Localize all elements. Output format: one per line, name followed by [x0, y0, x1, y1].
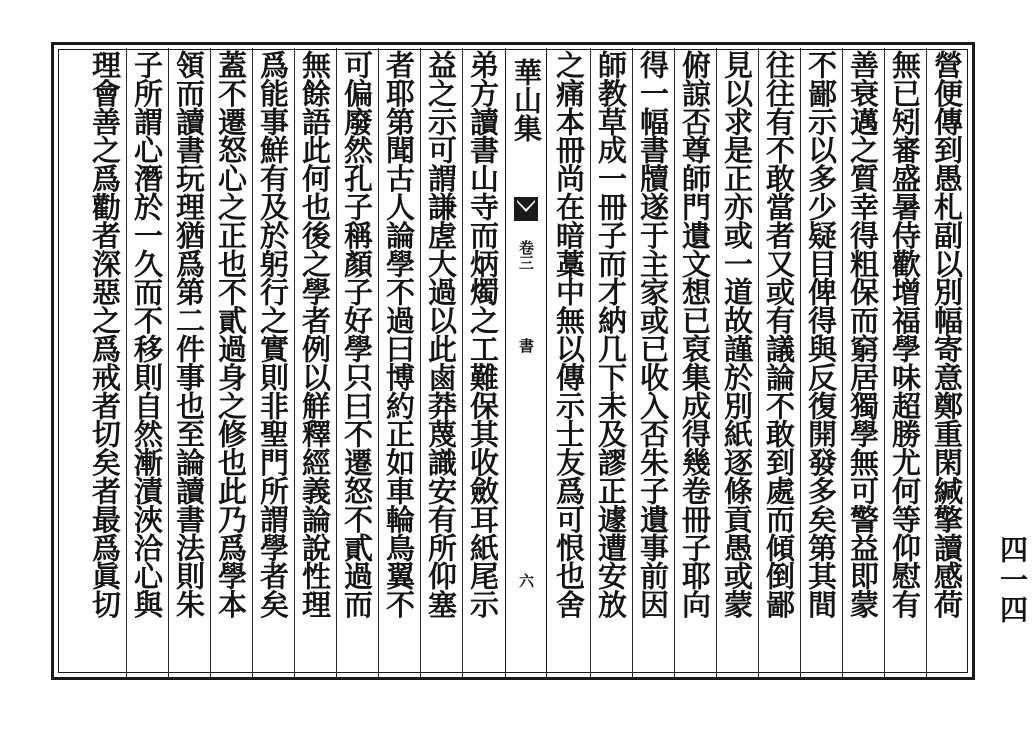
- text-column-l6: 爲能事鮮有及於躬行之實則非聖門所謂學者矣: [256, 50, 290, 619]
- text-column-l8: 領而讀書玩理猶爲第二件事也至論讀書法則朱: [172, 50, 206, 619]
- column-rule: [252, 48, 253, 678]
- column-rule: [716, 48, 717, 678]
- column-rule: [926, 48, 927, 678]
- column-rule: [168, 48, 169, 678]
- column-rule: [674, 48, 675, 678]
- text-column-r2: 無已矧審盛暑侍歡增福學味超勝尤何等仰慰有: [888, 50, 922, 619]
- text-column-l9: 子所謂心潛於一久而不移則自然漸漬浹洽心與: [130, 50, 164, 619]
- page-number: 四一四: [996, 535, 1029, 625]
- column-rule: [420, 48, 421, 678]
- column-rule: [336, 48, 337, 678]
- text-column-l5: 無餘語此何也後之學者例以觧釋經義論說性理: [298, 50, 332, 619]
- leaf-number: 六: [517, 573, 535, 588]
- text-column-l4: 可偏廢然孔子稱顏子好學只曰不遷怒不貳過而: [340, 50, 374, 619]
- section-label: 書: [517, 338, 535, 353]
- column-rule: [462, 48, 463, 678]
- column-rule: [294, 48, 295, 678]
- column-rule: [884, 48, 885, 678]
- column-rule: [126, 48, 127, 678]
- text-column-r5: 往往有不敢當者又或有議論不敢到處而傾倒鄙: [762, 50, 796, 619]
- text-column-l7: 蓋不遷怒心之正也不貳過身之修也此乃爲學本: [214, 50, 248, 619]
- text-column-r1: 營便傳到愚札副以別幅寄意鄭重閑緘擎讀感荷: [930, 50, 964, 619]
- column-rule: [590, 48, 591, 678]
- text-column-l3: 者耶第聞古人論學不過曰博約正如車輪鳥翼不: [382, 50, 416, 619]
- column-rule: [378, 48, 379, 678]
- fishtail-mark-icon: [513, 196, 539, 222]
- text-column-r10: 之痛本冊尚在暗藁中無以傳示士友爲可恨也舍: [552, 50, 586, 619]
- column-rule: [758, 48, 759, 678]
- text-column-r9: 師教草成一冊子而才納几下未及謬正遽遭安放: [594, 50, 628, 619]
- text-column-r4: 不鄙示以多少疑目俾得與反復開發多矣第其間: [804, 50, 838, 619]
- text-column-r7: 俯諒否尊師門遺文想已裒集成得幾卷冊子耶向: [678, 50, 712, 619]
- column-rule: [632, 48, 633, 678]
- text-column-l1: 弟方讀書山寺而炳燭之工難保其收斂耳紙尾示: [466, 50, 500, 619]
- column-rule: [842, 48, 843, 678]
- juan-label: 卷三: [517, 240, 535, 270]
- text-column-l2: 益之示可謂謙虗大過以此鹵莽蔑識安有所仰塞: [424, 50, 458, 619]
- column-rule: [210, 48, 211, 678]
- column-rule: [800, 48, 801, 678]
- text-column-r6: 見以求是正亦或一道故謹於別紙逐條貢愚或蒙: [720, 50, 754, 619]
- center-strip: [505, 48, 547, 678]
- text-column-l10: 理會善之爲勸者深惡之爲戒者切矣者最爲眞切: [88, 50, 122, 619]
- text-column-r3: 善衰邁之質幸得粗保而窮居獨學無可警益即蒙: [846, 50, 880, 619]
- book-title: 華山集: [510, 58, 543, 142]
- text-column-r8: 得一幅書牘遂于主家或已收入否朱子遺事前因: [636, 50, 670, 619]
